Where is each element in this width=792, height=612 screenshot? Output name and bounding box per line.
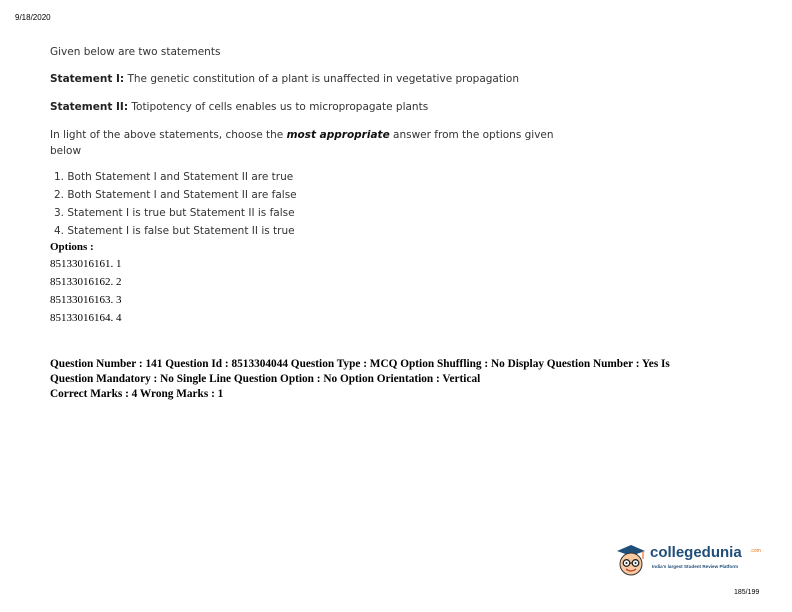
logo-tagline: India's largest Student Review Platform	[652, 564, 739, 569]
question-body	[50, 44, 570, 327]
statement-1-text: The genetic constitution of a plant is unaffected in vegetative propagation	[124, 73, 519, 85]
metadata-line-2: Question Mandatory : No Single Line Question Option : No Option Orientation : Vertical	[50, 373, 481, 385]
print-date: 9/18/2020	[15, 13, 51, 22]
option-code-4: 85133016164. 4	[50, 312, 122, 324]
question-instruction	[50, 127, 570, 159]
instruction-pre: In light of the above statements, choose the	[50, 129, 287, 141]
metadata-line-1: Question Number : 141 Question Id : 8513304044 Question Type : MCQ Option Shuffling : No Display Question Number : Yes Is	[50, 358, 670, 370]
answer-choices	[50, 168, 570, 240]
option-code-2: 85133016162. 2	[50, 276, 122, 288]
graduate-mascot-icon	[614, 542, 648, 582]
statement-2-text: Totipotency of cells enables us to micropropagate plants	[128, 101, 429, 113]
option-code-3: 85133016163. 3	[50, 294, 122, 306]
statement-2	[50, 99, 570, 115]
choice-2: 2. Both Statement I and Statement II are false	[54, 189, 297, 201]
logo-wordmark: collegedunia	[650, 544, 742, 561]
logo-tld: .com	[750, 548, 761, 554]
statement-1	[50, 71, 570, 87]
instruction-post-2: below	[50, 145, 82, 157]
question-intro: Given below are two statements	[50, 46, 221, 58]
options-title: Options :	[50, 241, 94, 253]
question-metadata	[50, 357, 740, 402]
choice-1: 1. Both Statement I and Statement II are true	[54, 171, 294, 183]
choice-4: 4. Statement I is false but Statement II is true	[54, 225, 295, 237]
instruction-emphasis: most appropriate	[286, 129, 390, 141]
statement-2-label: Statement II:	[50, 101, 129, 113]
statement-1-label: Statement I:	[50, 73, 125, 85]
collegedunia-logo	[614, 542, 764, 582]
choice-3: 3. Statement I is true but Statement II is false	[54, 207, 295, 219]
instruction-post: answer from the options given	[389, 129, 554, 141]
page-number: 185/199	[734, 589, 760, 596]
option-code-1: 85133016161. 1	[50, 258, 122, 270]
metadata-line-3: Correct Marks : 4 Wrong Marks : 1	[50, 388, 224, 400]
